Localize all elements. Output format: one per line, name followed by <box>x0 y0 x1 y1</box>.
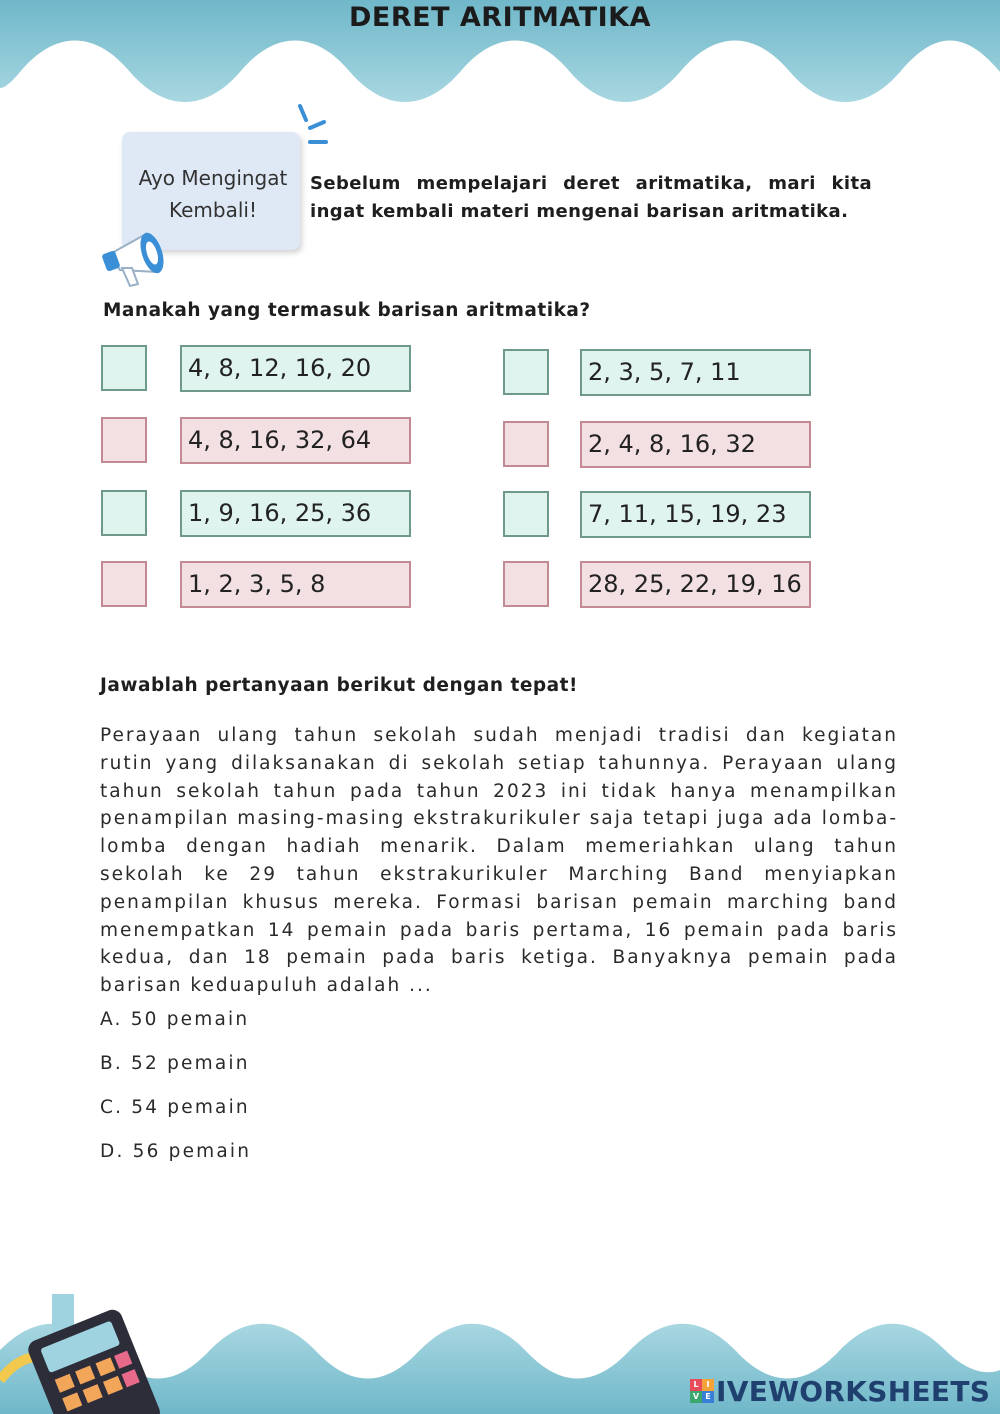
option-2-label: 2, 3, 5, 7, 11 <box>580 349 811 396</box>
option-1-label: 4, 8, 12, 16, 20 <box>180 345 411 392</box>
option-3-checkbox[interactable] <box>101 417 147 463</box>
option-1-checkbox[interactable] <box>101 345 147 391</box>
megaphone-icon <box>100 210 184 290</box>
option-2-checkbox[interactable] <box>503 349 549 395</box>
reminder-line-1: Ayo Mengingat <box>138 166 288 190</box>
option-5-label: 1, 9, 16, 25, 36 <box>180 490 411 537</box>
intro-text: Sebelum mempelajari deret aritmatika, mari kita ingat kembali materi mengenai barisan aritmatika. <box>310 173 872 222</box>
answer-option-c[interactable]: C. 54 pemain <box>100 1097 250 1118</box>
calculator-icon <box>0 1290 175 1414</box>
option-3-label: 4, 8, 16, 32, 64 <box>180 417 411 464</box>
option-4-label: 2, 4, 8, 16, 32 <box>580 421 811 468</box>
page-title: DERET ARITMATIKA <box>348 2 651 33</box>
liveworksheets-logo-icon: L I V E <box>690 1379 714 1403</box>
question-1-prompt: Manakah yang termasuk barisan aritmatika? <box>103 300 591 321</box>
question-2-prompt: Jawablah pertanyaan berikut dengan tepat! <box>100 675 578 696</box>
option-7-label: 1, 2, 3, 5, 8 <box>180 561 411 608</box>
answer-option-d[interactable]: D. 56 pemain <box>100 1141 252 1162</box>
answer-option-a[interactable]: A. 50 pemain <box>100 1009 250 1030</box>
option-8-checkbox[interactable] <box>503 561 549 607</box>
option-6-checkbox[interactable] <box>503 491 549 537</box>
option-5-checkbox[interactable] <box>101 490 147 536</box>
story-paragraph: Perayaan ulang tahun sekolah sudah menjadi tradisi dan kegiatan rutin yang dilaksanakan di sekolah setiap tahunnya. Perayaan ulang tahun sekolah tahun pada tahun 2023 ini tidak hanya menampilkan penampilan masing-masing ekstrakurikuler saja tetapi juga ada lomba-lomba dengan hadiah menarik. Dalam memeriahkan ulang tahun sekolah ke 29 tahun ekstrakurikuler Marching Band menyiapkan penampilan khusus mereka. Formasi barisan pemain marching band menempatkan 14 pemain pada baris pertama, 16 pemain pada baris kedua, dan 18 pemain pada baris ketiga. Banyaknya pemain pada barisan keduapuluh adalah ... <box>100 725 898 997</box>
option-4-checkbox[interactable] <box>503 421 549 467</box>
sound-rays-icon <box>294 100 334 150</box>
option-6-label: 7, 11, 15, 19, 23 <box>580 491 811 538</box>
liveworksheets-logo <box>690 1374 990 1408</box>
liveworksheets-logo-text: IVEWORKSHEETS <box>716 1374 991 1408</box>
reminder-line-2: Kembali! <box>169 198 257 222</box>
answer-option-b[interactable]: B. 52 pemain <box>100 1053 250 1074</box>
option-8-label: 28, 25, 22, 19, 16 <box>580 561 811 608</box>
option-7-checkbox[interactable] <box>101 561 147 607</box>
